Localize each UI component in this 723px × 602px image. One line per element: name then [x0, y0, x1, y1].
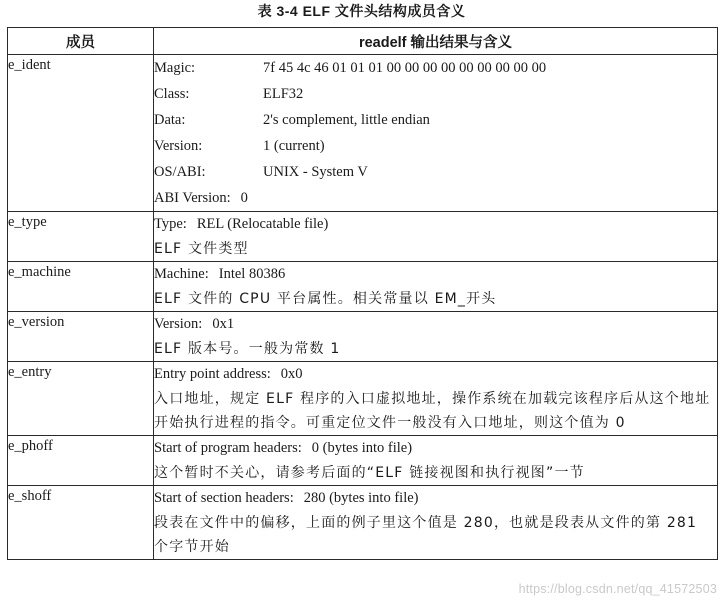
field-value: 280 (bytes into file)	[303, 490, 419, 506]
table-row-e-entry	[8, 362, 718, 436]
member-cell: e_phoff	[8, 436, 154, 486]
elf-header-table	[7, 27, 718, 560]
field-row	[154, 107, 717, 133]
field-note: ELF 文件的 CPU 平台属性。相关常量以 EM_开头	[154, 291, 497, 307]
field-value: REL (Relocatable file)	[196, 216, 329, 232]
field-value: UNIX - System V	[263, 164, 368, 180]
field-value: 0	[240, 190, 248, 206]
field-row	[154, 262, 717, 287]
field-row	[154, 159, 717, 185]
table-header-row	[8, 28, 718, 55]
desc-cell	[154, 312, 718, 362]
field-row	[154, 486, 717, 511]
field-note: 段表在文件中的偏移，上面的例子里这个值是 280，也就是段表从文件的第 281 个字节开始	[154, 515, 698, 555]
field-value: 0x1	[212, 316, 235, 332]
field-key: Machine:	[154, 266, 209, 282]
member-cell: e_type	[8, 212, 154, 262]
member-cell: e_entry	[8, 362, 154, 436]
watermark: https://blog.csdn.net/qq_41572503	[518, 582, 717, 596]
member-cell: e_ident	[8, 55, 154, 212]
desc-cell	[154, 55, 718, 212]
field-note: 这个暂时不关心，请参考后面的“ELF 链接视图和执行视图”一节	[154, 465, 585, 481]
field-key: Start of section headers:	[154, 490, 294, 506]
table-row-e-type	[8, 212, 718, 262]
field-note: 入口地址，规定 ELF 程序的入口虚拟地址，操作系统在加载完该程序后从这个地址开始执行进程的指令。可重定位文件一般没有入口地址，则这个值为 0	[154, 391, 711, 431]
table-row-e-shoff	[8, 486, 718, 560]
field-row	[154, 55, 717, 81]
table-caption: 表 3-4 ELF 文件头结构成员含义	[257, 3, 466, 19]
field-note: ELF 版本号。一般为常数 1	[154, 341, 341, 357]
field-key: OS/ABI:	[154, 164, 206, 180]
member-cell: e_version	[8, 312, 154, 362]
field-key: ABI Version:	[154, 190, 231, 206]
desc-cell	[154, 486, 718, 560]
field-value: 2's complement, little endian	[263, 112, 430, 128]
desc-cell	[154, 212, 718, 262]
field-row	[154, 212, 717, 237]
desc-cell	[154, 262, 718, 312]
header-readelf-output: readelf 输出结果与含义	[154, 28, 718, 55]
field-key: Magic:	[154, 60, 196, 76]
desc-cell	[154, 436, 718, 486]
field-key: Class:	[154, 86, 190, 102]
field-key: Version:	[154, 138, 203, 154]
field-value: Intel 80386	[218, 266, 286, 282]
field-value: 0 (bytes into file)	[311, 440, 413, 456]
member-cell: e_machine	[8, 262, 154, 312]
field-key: Data:	[154, 112, 186, 128]
field-row	[154, 436, 717, 461]
field-row	[154, 81, 717, 107]
field-value: ELF32	[263, 86, 304, 102]
field-row	[154, 185, 717, 211]
field-key: Entry point address:	[154, 366, 271, 382]
field-value: 7f 45 4c 46 01 01 01 00 00 00 00 00 00 00 00 00	[263, 60, 547, 76]
field-row	[154, 312, 717, 337]
field-key: Start of program headers:	[154, 440, 302, 456]
table-row-e-machine	[8, 262, 718, 312]
field-key: Type:	[154, 216, 187, 232]
member-cell: e_shoff	[8, 486, 154, 560]
field-value: 0x0	[280, 366, 303, 382]
field-row	[154, 133, 717, 159]
field-note: ELF 文件类型	[154, 241, 249, 257]
table-row-e-version	[8, 312, 718, 362]
header-member: 成员	[8, 28, 154, 55]
table-row-e-ident	[8, 55, 718, 212]
field-value: 1 (current)	[263, 138, 325, 154]
field-key: Version:	[154, 316, 203, 332]
desc-cell	[154, 362, 718, 436]
table-row-e-phoff	[8, 436, 718, 486]
field-row	[154, 362, 717, 387]
